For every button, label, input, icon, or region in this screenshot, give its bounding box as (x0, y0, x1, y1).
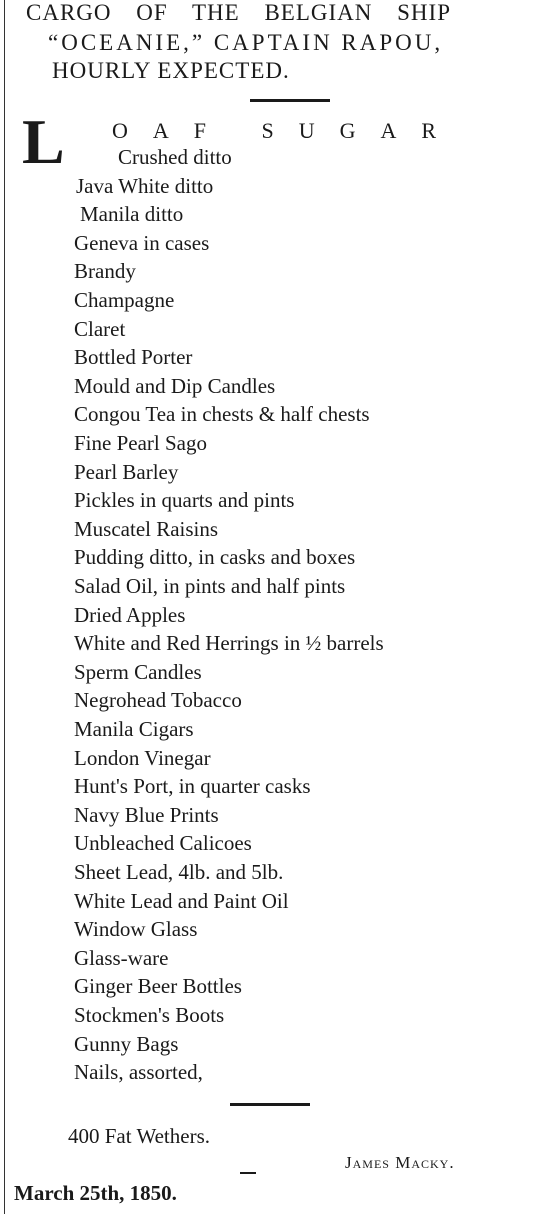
header-line-2: “OCEANIE,” CAPTAIN RAPOU, (48, 30, 444, 55)
cargo-item: Java White ditto (76, 173, 214, 198)
footer-rule (230, 1103, 310, 1106)
cargo-item: Sheet Lead, 4lb. and 5lb. (74, 860, 284, 884)
cargo-item: Gunny Bags (74, 1031, 179, 1056)
cargo-item: Sperm Candles (74, 659, 202, 684)
cargo-item: London Vinegar (74, 745, 211, 770)
cargo-item: White Lead and Paint Oil (74, 888, 289, 913)
cargo-item: Unbleached Calicoes (74, 831, 252, 856)
cargo-item: White and Red Herrings in ½ barrels (74, 631, 384, 656)
cargo-item: Glass-ware (74, 945, 169, 970)
cargo-item: Bottled Porter (74, 345, 193, 370)
cargo-item: Negrohead Tobacco (74, 688, 242, 713)
header-rule (250, 99, 330, 102)
cargo-item: Muscatel Raisins (74, 516, 219, 541)
header-line-3: HOURLY EXPECTED. (52, 58, 290, 83)
cargo-item: Claret (74, 316, 126, 341)
signature: James Macky. (345, 1153, 455, 1172)
cargo-item: Manila ditto (80, 202, 184, 227)
date-line: March 25th, 1850. (14, 1181, 177, 1205)
cargo-item: Champagne (74, 288, 175, 312)
cargo-item: Manila Cigars (74, 717, 194, 741)
column-border (4, 0, 5, 1214)
cargo-item: Nails, assorted, (74, 1060, 203, 1085)
cargo-item: Dried Apples (74, 602, 186, 627)
cargo-item: Hunt's Port, in quarter casks (74, 774, 311, 799)
cargo-item: Ginger Beer Bottles (74, 974, 242, 999)
header-line-1: CARGO OF THE BELGIAN SHIP (26, 0, 451, 25)
cargo-item: Fine Pearl Sago (74, 431, 207, 455)
cargo-item: Salad Oil, in pints and half pints (74, 574, 346, 598)
cargo-item: Pearl Barley (74, 459, 179, 484)
cargo-item: Congou Tea in chests & half chests (74, 402, 370, 427)
first-line: OAF SUGAR (112, 118, 462, 143)
cargo-item: Geneva in cases (74, 230, 210, 255)
cargo-item: Pudding ditto, in casks and boxes (74, 545, 356, 570)
cargo-item: Crushed ditto (118, 145, 232, 169)
drop-cap: L (22, 106, 65, 177)
divider-mark (240, 1172, 256, 1174)
cargo-item: Pickles in quarts and pints (74, 488, 295, 513)
cargo-item: Navy Blue Prints (74, 802, 219, 827)
cargo-item: Mould and Dip Candles (74, 373, 276, 398)
cargo-item: Stockmen's Boots (74, 1003, 225, 1027)
footer-item: 400 Fat Wethers. (68, 1124, 210, 1148)
cargo-item: Brandy (74, 259, 136, 284)
cargo-item: Window Glass (74, 917, 198, 942)
